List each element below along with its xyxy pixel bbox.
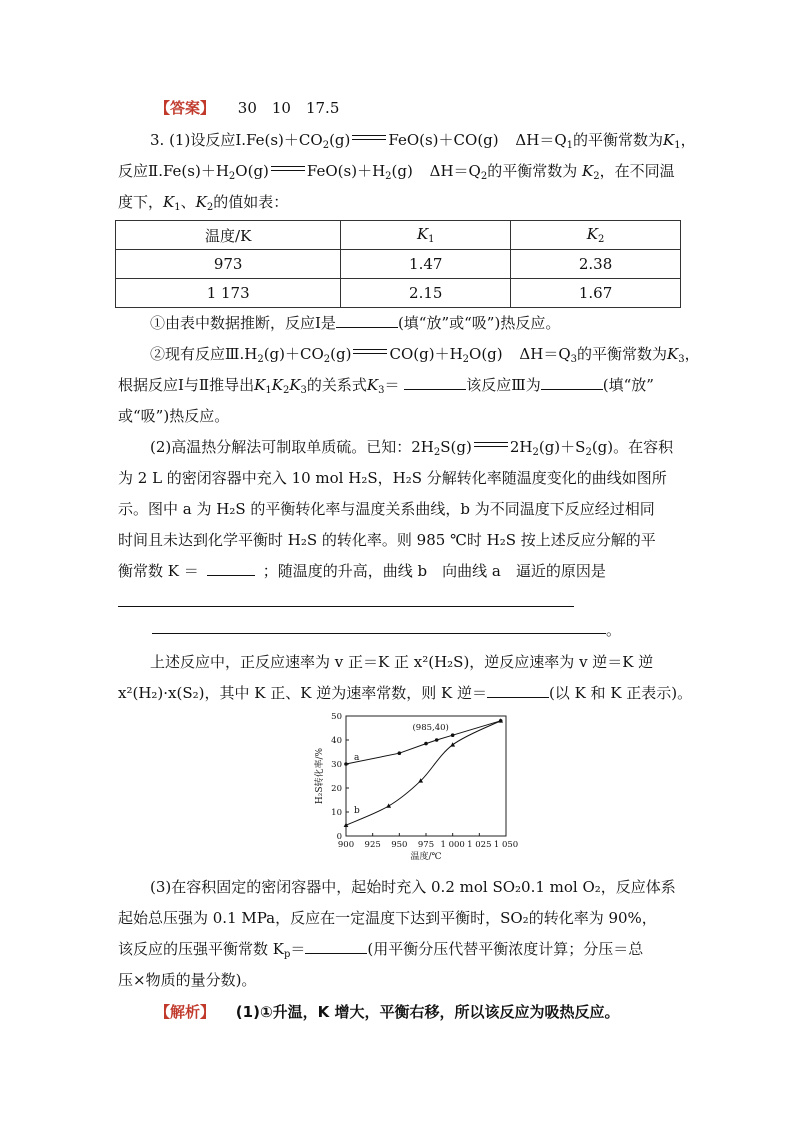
x-tick-label: 900 [337,840,355,850]
p2-line-9: x²(H₂)·x(S₂)，其中 K 正、K 逆为速率常数，则 K 逆＝ (以 K 和 K 正表示)。 [118,684,693,702]
point-annotation: (985,40) [412,723,449,733]
answer-blank[interactable] [404,375,466,390]
data-point-a [451,733,455,737]
x-tick-label: 1 050 [493,840,519,850]
analysis-tag: 【解析】 [155,1003,216,1021]
data-point-a [435,738,439,742]
series-label-a: a [354,753,360,763]
answer-blank[interactable] [336,313,398,328]
table-row [116,250,681,279]
answer-line [155,98,339,118]
table-cell: 2.15 [341,279,511,308]
q3-line-2: 反应$Ⅱ.Fe(s)+H_2O(g)$ $FeO(s)+H_2(g)$ $\Delta H=Q_2$的平衡常数为 $K_2$，在不同温 [118,162,675,182]
y-tick-label: 40 [331,736,342,746]
table-header-row [116,221,681,250]
table-row [116,279,681,308]
table-cell: 2.38 [511,250,681,279]
x-tick-label: 925 [364,840,381,850]
y-tick-label: 0 [336,832,342,842]
q3-line-1: 3. (1)设反应$Ⅰ.Fe(s)+CO_2(g)$ FeO(s)＋CO(g) $\Delta H=Q_1$的平衡常数为$K_1$， [150,131,696,151]
table-header: 温度/K [116,221,341,250]
q3-sub1: ①由表中数据推断，反应Ⅰ是 (填“放”或“吸”)热反应。 [150,314,561,332]
plot-frame [346,716,506,836]
x-tick-label: 1 000 [440,840,465,850]
p3-line-1: (3)在容积固定的密闭容器中，起始时充入 0.2 mol SO₂0.1 mol O₂，反应体系 [150,878,676,896]
y-axis-label: H₂S转化率/% [315,747,325,805]
data-point-a [344,762,348,766]
p2-line-1: (2)高温热分解法可制取单质硫。已知：$2H_2S(g)$ $2H_2(g)+S_2(g)$。在容积 [150,438,674,458]
conversion-chart [308,708,528,868]
answer-blank-line[interactable] [152,633,606,634]
data-point-b [450,742,455,746]
answer-blank[interactable] [541,375,603,390]
y-tick-label: 10 [331,808,342,818]
table-cell: 973 [116,250,341,279]
answer-values: 30 10 17.5 [237,99,340,117]
y-tick-label: 30 [331,760,342,770]
table-header: $K_1$ [341,221,511,250]
equilibrium-arrow-icon [353,348,387,356]
data-point-a [398,751,402,755]
p3-line-3: 该反应的压强平衡常数 $K_p=$ (用平衡分压代替平衡浓度计算；分压＝总 [118,940,644,960]
series-line-b [346,721,501,825]
analysis-text: (1)①升温，K 增大，平衡右移，所以该反应为吸热反应。 [235,1003,620,1021]
p3-line-2: 起始总压强为 0.1 MPa，反应在一定温度下达到平衡时，SO₂的转化率为 90%， [118,909,657,927]
answer-blank[interactable] [207,561,255,576]
data-point-a [424,742,428,746]
table-header: $K_2$ [511,221,681,250]
answer-blank[interactable] [305,939,367,954]
x-axis-label: 温度/℃ [410,852,442,862]
q3-sub2-line1: ②现有反应$Ⅲ.H_2(g)+CO_2(g)$ $CO(g)+H_2O(g)$ $\Delta H=Q_3$的平衡常数为$K_3$， [150,345,700,365]
equilibrium-arrow-icon [474,441,508,449]
p3-line-4: 压×物质的量分数)。 [118,971,257,989]
p2-line-7-end: 。 [606,621,622,639]
equilibrium-arrow-icon [352,134,386,142]
answer-blank-line[interactable] [118,606,574,607]
table-cell: 1.67 [511,279,681,308]
answer-tag: 【答案】 [155,99,216,117]
k-values-table [115,220,681,308]
p2-line-3: 示。图中 a 为 H₂S 的平衡转化率与温度关系曲线，b 为不同温度下反应经过相同 [118,500,655,518]
x-tick-label: 975 [417,840,435,850]
p2-line-5: 衡常数 K ＝ ；随温度的升高，曲线 b 向曲线 a 逼近的原因是 [118,562,606,580]
series-label-b: b [354,806,360,817]
x-tick-label: 1 025 [467,840,492,850]
table-cell: 1.47 [341,250,511,279]
y-tick-label: 50 [331,712,342,722]
p2-line-2: 为 2 L 的密闭容器中充入 10 mol H₂S，H₂S 分解转化率随温度变化的曲线如图所 [118,469,667,487]
p2-line-4: 时间且未达到化学平衡时 H₂S 的转化率。则 985 ℃时 H₂S 按上述反应分解的平 [118,531,656,549]
q3-sub2-line3: 或“吸”)热反应。 [118,407,230,425]
data-point-b [386,803,391,807]
table-cell: 1 173 [116,279,341,308]
equilibrium-arrow-icon [271,165,305,173]
q3-line-3: 度下，$K_1$、$K_2$的值如表： [118,193,289,213]
p2-line-8: 上述反应中，正反应速率为 v 正＝K 正 x²(H₂S)，逆反应速率为 v 逆＝K 逆 [150,653,654,671]
y-tick-label: 20 [331,784,342,794]
answer-blank[interactable] [487,683,549,698]
analysis-line [155,1002,620,1022]
q3-sub2-line2: 根据反应Ⅰ与Ⅱ推导出$K_1K_2K_3$的关系式$K_3=$ 该反应Ⅲ为 (填“放” [118,376,654,396]
x-tick-label: 950 [391,840,408,850]
